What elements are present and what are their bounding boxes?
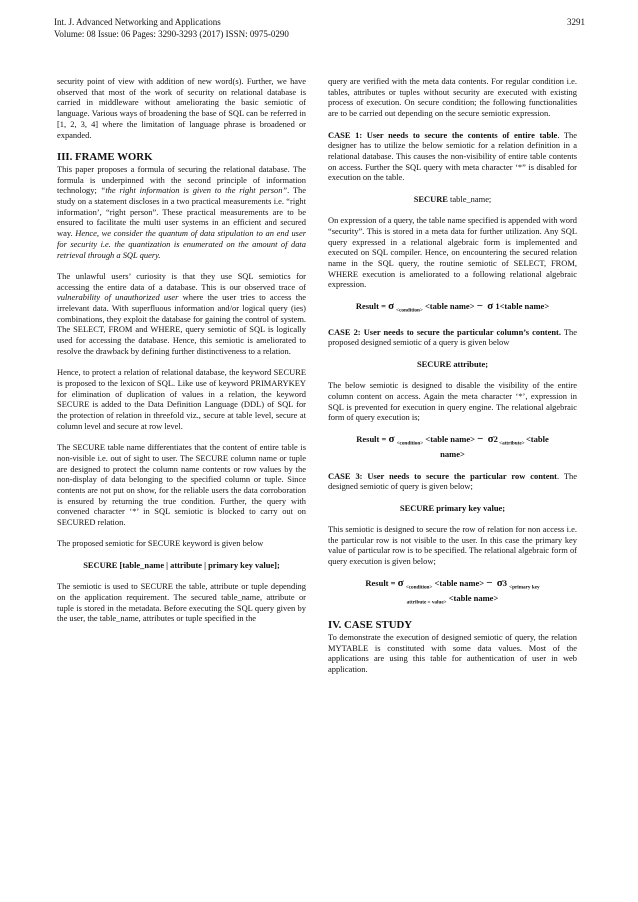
case-3-paragraph: CASE 3: User needs to secure the particular row content. The designed semiotic of query is given below;	[328, 470, 577, 492]
equation-3: Result = σ $_{<condition>}$ <table name> − σ3 $_{<primary key}$ $_{attribute = value>}$ <table name>	[365, 576, 540, 606]
paragraph-case-study: To demonstrate the execution of designed semiotic of query, the relation MYTABLE is constituted with some data values. Most of the applications are using this table for authentication of user in web application.	[328, 632, 577, 675]
paragraph-frame-work: This paper proposes a formula of securing the relational database. The formula is underpinned with the second principle of information technology; “the right information is given to the right person”. The study on a statement discloses in a two practical measurements i.e. “right information’, “right person”. These practical measurements are to be ensured to facilitate the multi user systems in an efficient and secured way. Hence, we consider the quantum of data stipulation to an end user for security i.e. the quantization is enumerated on the amount of data retrieval through a SQL query.	[57, 163, 306, 260]
paragraph-row-semiotic: This semiotic is designed to secure the row of relation for non access i.e. the particular row is not visible to the user. In this case the primary key value of particular row is to be specified. The relational algebraic form of query execution is given below;	[328, 524, 577, 567]
right-column	[328, 76, 577, 686]
paragraph-proposed-semiotic: The proposed semiotic for SECURE keyword is given below	[57, 538, 264, 549]
case-1-paragraph: CASE 1: User needs to secure the contents of entire table. The designer has to utilize the below semiotic for a relation definition in a relational database. This causes the non-visibility of entire table contents on access. Further the SQL query with meta character ‘*” is disabled for execution on the table.	[328, 129, 577, 183]
journal-volume: Volume: 08 Issue: 06 Pages: 3290-3293 (2017) ISSN: 0975-0290	[54, 29, 289, 39]
equation-1: Result = σ $_{<condition>}$ <table name> − σ 1<table name>	[355, 299, 550, 314]
paragraph-unlawful-users: The unlawful users’ curiosity is that they use SQL semiotics for accessing the entire data of a database. This is our observed trace of vulnerability of unauthorized user where the user tries to access the irrelevant data. With superfluous information and/or logical query (ies) combinations, they exploit the database for gaining the control of system. The SELECT, FROM and WHERE, query semiotic of SQL is logically used for accessing the database. Hence, this semiotic is ameliorated to resolve the drawback by defining further distinctiveness to a relation.	[57, 270, 307, 356]
paragraph-expression: On expression of a query, the table name specified is appended with word “security”. This is stored in a meta data for further utilization. Any SQL query expressed in a relational algebraic form is implemented and executed on SQL compiler. Hence, on encountering the secured relation name in the SQL query, the routine semiotic of SELECT, FROM, WHERE execution is ameliorated to a following relational algebraic expression.	[328, 215, 577, 290]
section-heading-case-study: IV. CASE STUDY	[328, 619, 413, 631]
paragraph-secure-table: The SECURE table name differentiates that the content of entire table is non-visible i.e. out of sight to user. The SECURE column name or tuple are designed to protect the column name contents or row values by the non-display of data belonging to the specified column or tuple. Since contents are not put on show, for the reliable users the data corroboration is ensured by returning the true condition. Further, the query with convened character ‘*’ in SQL semiotic is blocked to carry out on SECURED relation.	[57, 442, 306, 528]
paragraph-secure-keyword: Hence, to protect a relation of relational database, the keyword SECURE is proposed to the lexicon of SQL. Like use of keyword PRIMARYKEY for elimination of duplication of values in a relation, the keyword SECURE is added to the Data Definition Language (DDL) of SQL for the protection of relation in threefold viz., secure at table level, secure at column level and secure at row level.	[57, 367, 306, 431]
sigma-symbol: σ	[388, 299, 395, 312]
paragraph-semiotic-use: The semiotic is used to SECURE the table, attribute or tuple depending on the application requirement. The secured table_name, attribute or tuple is stored in the metadata. Before executing the SQL query given by the user, the table_name, attributes or tuple specified in the	[57, 581, 306, 624]
paragraph-continuation: query are verified with the meta data contents. For regular condition i.e. tables, attributes or tuples without security are executed with existing process of execution. On secure condition; the following functionalities are to be carried out depending on the secure semiotic expression.	[328, 76, 577, 119]
section-heading-frame-work: III. FRAME WORK	[57, 150, 153, 163]
left-column	[57, 76, 306, 635]
equation-2: Result = σ $_{<condition>}$ <table name> − σ2 $_{<attribute>}$ <table name>	[356, 432, 549, 460]
case-3-statement: SECURE primary key value;	[399, 502, 506, 513]
case-2-statement: SECURE attribute;	[416, 358, 488, 369]
case-1-statement: SECURE table_name;	[413, 193, 492, 204]
case-2-paragraph: CASE 2: User needs to secure the particular column’s content. The proposed designed semiotic of a query is given below	[328, 326, 577, 348]
journal-title: Int. J. Advanced Networking and Applications	[54, 17, 221, 27]
paragraph-column-semiotic: The below semiotic is designed to disable the visibility of the entire column content on access. Again the meta character ‘*’, expression in SQL is prevented for execution in query engine. The relational algebraic form of query execution is;	[328, 380, 577, 423]
paragraph-intro: security point of view with addition of new word(s). Further, we have observed that most of the work of security on relational database is carried in middleware without ameliorating the basic semiotic of language. Various ways of broadening the base of SQL can be referred in [1, 2, 3, 4] where the limitation of language phrase is broadened or expanded.	[57, 76, 306, 140]
running-header	[54, 16, 585, 40]
page-number: 3291	[567, 17, 585, 27]
secure-syntax: SECURE [table_name | attribute | primary key value];	[83, 559, 280, 570]
